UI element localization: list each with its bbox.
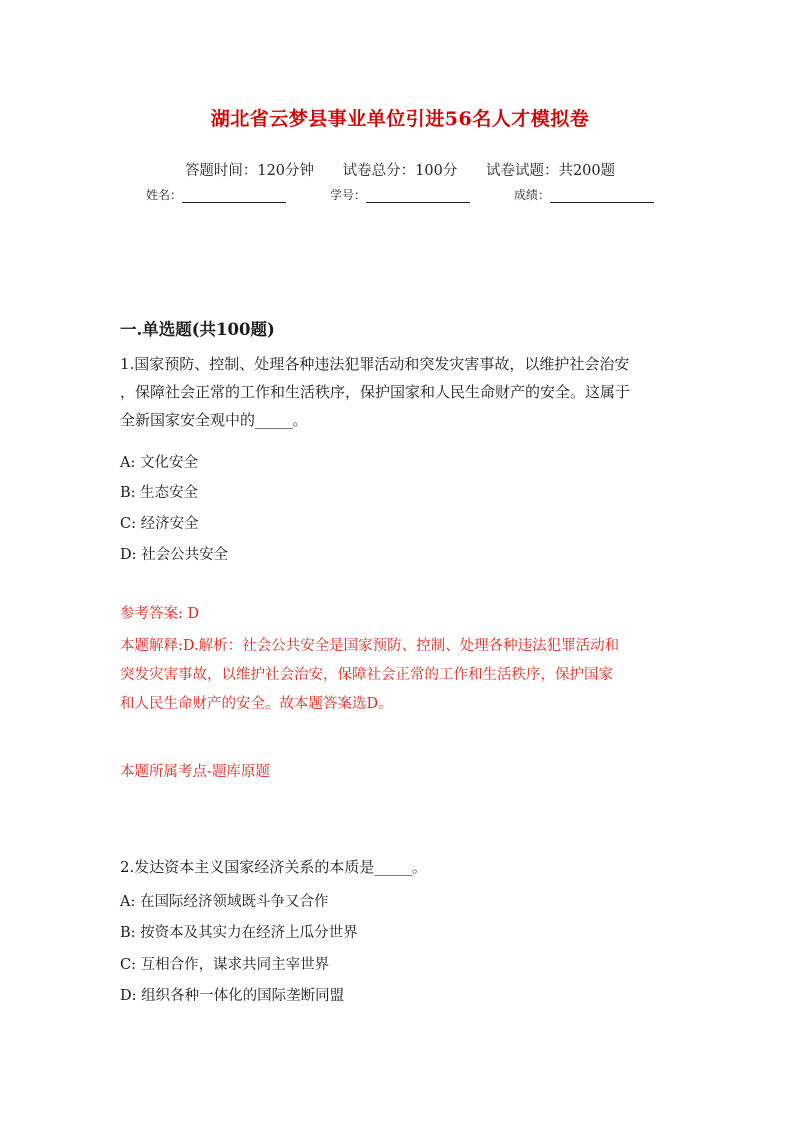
question-2-option-c[interactable]: C: 互相合作，谋求共同主宰世界	[120, 957, 330, 973]
name-blank[interactable]	[182, 190, 286, 203]
question-1-text	[120, 350, 700, 434]
score-label: 成绩：	[514, 188, 551, 202]
explanation-line: 本题解释:D.解析：社会公共安全是国家预防、控制、处理各种违法犯罪活动和	[120, 638, 620, 654]
question-2-text	[120, 853, 700, 881]
exam-question-count: 试卷试题：共200题	[485, 163, 616, 179]
question-1-explanation	[120, 632, 700, 719]
score-blank[interactable]	[550, 190, 654, 203]
question-line: 2.发达资本主义国家经济关系的本质是_____。	[120, 858, 427, 876]
name-field[interactable]	[146, 186, 286, 203]
student-fields	[0, 186, 800, 203]
exam-title: 湖北省云梦县事业单位引进56名人才模拟卷	[210, 108, 590, 130]
exam-total-score: 试卷总分：100分	[342, 163, 458, 179]
id-field[interactable]	[330, 186, 470, 203]
question-line: 全新国家安全观中的_____。	[120, 411, 308, 429]
question-1-option-c[interactable]: C: 经济安全	[120, 516, 199, 532]
question-1-source: 本题所属考点-题库原题	[120, 764, 270, 780]
exam-time: 答题时间：120分钟	[184, 163, 315, 179]
name-label: 姓名：	[145, 188, 182, 202]
exam-meta	[0, 159, 800, 180]
question-2-option-b[interactable]: B: 按资本及其实力在经济上瓜分世界	[120, 925, 358, 941]
question-1-option-b[interactable]: B: 生态安全	[120, 485, 199, 501]
id-label: 学号：	[329, 188, 366, 202]
explanation-line: 突发灾害事故，以维护社会治安，保障社会正常的工作和生活秩序，保护国家	[120, 667, 613, 683]
question-1-option-d[interactable]: D: 社会公共安全	[120, 547, 229, 563]
section-title: 一.单选题(共100题)	[120, 320, 275, 339]
question-line: 1.国家预防、控制、处理各种违法犯罪活动和突发灾害事故，以维护社会治安	[120, 355, 630, 373]
question-2-option-a[interactable]: A: 在国际经济领域既斗争又合作	[120, 894, 329, 910]
question-2-option-d[interactable]: D: 组织各种一体化的国际垄断同盟	[120, 988, 345, 1004]
question-line: ，保障社会正常的工作和生活秩序，保护国家和人民生命财产的安全。这属于	[120, 383, 631, 401]
id-blank[interactable]	[366, 190, 470, 203]
explanation-line: 和人民生命财产的安全。故本题答案选D。	[120, 696, 393, 712]
question-1-answer: 参考答案: D	[120, 606, 200, 622]
score-field[interactable]	[514, 186, 654, 203]
question-1-option-a[interactable]: A: 文化安全	[120, 455, 198, 471]
